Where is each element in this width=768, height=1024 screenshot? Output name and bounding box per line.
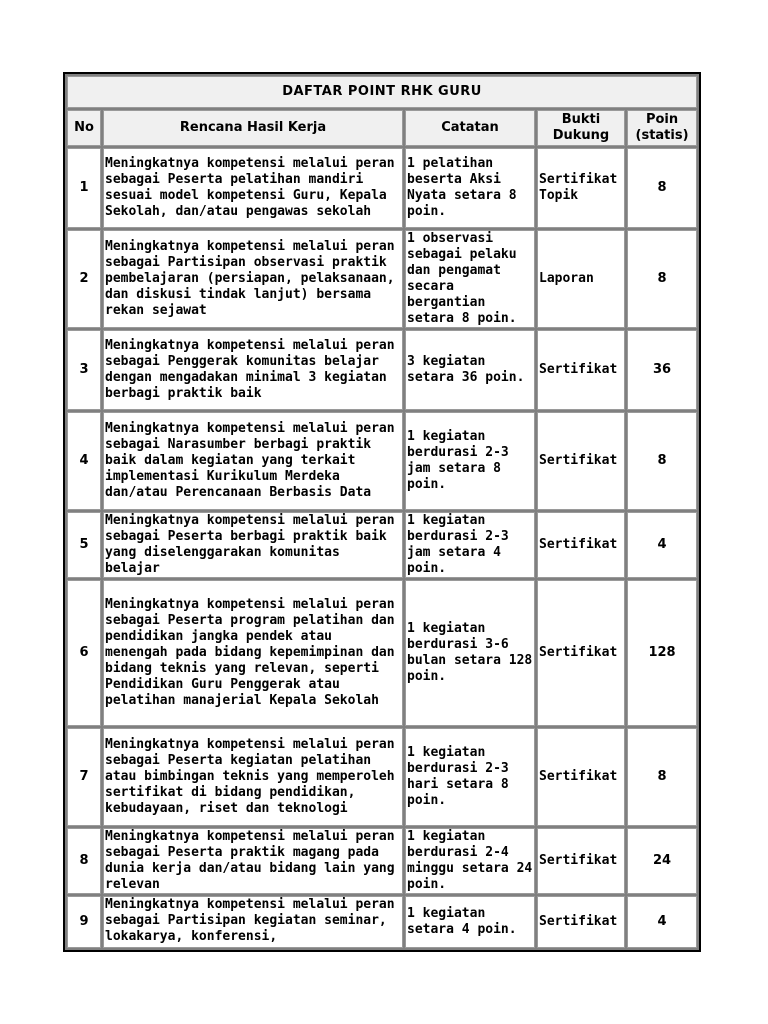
cell-poin: 8 xyxy=(627,230,697,328)
header-bukti-dukung: Bukti Dukung xyxy=(537,110,625,146)
table-row xyxy=(67,728,697,826)
cell-rencana-hasil-kerja: Meningkatnya kompetensi melalui peran sebagai Peserta program pelatihan dan pendidikan jangka pendek atau menengah pada bidang kepemimpinan dan bidang teknis yang relevan, seperti Pendidikan Guru Penggerak atau pelatihan manajerial Kepala Sekolah xyxy=(103,580,403,726)
cell-catatan: 1 kegiatan berdurasi 3-6 bulan setara 128 poin. xyxy=(405,580,535,726)
cell-rencana-hasil-kerja: Meningkatnya kompetensi melalui peran sebagai Narasumber berbagi praktik baik dalam kegiatan yang terkait implementasi Kurikulum Merdeka dan/atau Perencanaan Berbasis Data xyxy=(103,412,403,510)
cell-bukti-dukung: Sertifikat xyxy=(537,828,625,894)
cell-poin: 4 xyxy=(627,896,697,948)
rhk-points-table xyxy=(65,74,699,950)
cell-poin: 4 xyxy=(627,512,697,578)
header-poin: Poin (statis) xyxy=(627,110,697,146)
table-row xyxy=(67,828,697,894)
cell-no: 1 xyxy=(67,148,101,228)
header-no: No xyxy=(67,110,101,146)
header-rencana-hasil-kerja: Rencana Hasil Kerja xyxy=(103,110,403,146)
cell-poin: 8 xyxy=(627,412,697,510)
cell-no: 7 xyxy=(67,728,101,826)
cell-catatan: 1 kegiatan berdurasi 2-3 jam setara 4 poin. xyxy=(405,512,535,578)
cell-catatan: 1 kegiatan berdurasi 2-3 hari setara 8 poin. xyxy=(405,728,535,826)
cell-no: 3 xyxy=(67,330,101,410)
cell-rencana-hasil-kerja: Meningkatnya kompetensi melalui peran sebagai Peserta pelatihan mandiri sesuai model kompetensi Guru, Kepala Sekolah, dan/atau pengawas sekolah xyxy=(103,148,403,228)
cell-no: 8 xyxy=(67,828,101,894)
cell-bukti-dukung: Sertifikat xyxy=(537,512,625,578)
table-row xyxy=(67,512,697,578)
cell-no: 2 xyxy=(67,230,101,328)
cell-catatan: 1 kegiatan setara 4 poin. xyxy=(405,896,535,948)
cell-bukti-dukung: Sertifikat xyxy=(537,412,625,510)
cell-rencana-hasil-kerja: Meningkatnya kompetensi melalui peran sebagai Peserta kegiatan pelatihan atau bimbingan teknis yang memperoleh sertifikat di bidang pendidikan, kebudayaan, riset dan teknologi xyxy=(103,728,403,826)
cell-catatan: 3 kegiatan setara 36 poin. xyxy=(405,330,535,410)
cell-bukti-dukung: Sertifikat xyxy=(537,330,625,410)
cell-rencana-hasil-kerja: Meningkatnya kompetensi melalui peran sebagai Partisipan observasi praktik pembelajaran (persiapan, pelaksanaan, dan diskusi tindak lanjut) bersama rekan sejawat xyxy=(103,230,403,328)
cell-poin: 128 xyxy=(627,580,697,726)
cell-poin: 24 xyxy=(627,828,697,894)
cell-no: 4 xyxy=(67,412,101,510)
cell-catatan: 1 kegiatan berdurasi 2-3 jam setara 8 poin. xyxy=(405,412,535,510)
table-row xyxy=(67,580,697,726)
cell-poin: 8 xyxy=(627,728,697,826)
table-row xyxy=(67,148,697,228)
cell-no: 9 xyxy=(67,896,101,948)
table-row xyxy=(67,230,697,328)
cell-rencana-hasil-kerja: Meningkatnya kompetensi melalui peran sebagai Penggerak komunitas belajar dengan mengadakan minimal 3 kegiatan berbagi praktik baik xyxy=(103,330,403,410)
cell-rencana-hasil-kerja: Meningkatnya kompetensi melalui peran sebagai Peserta praktik magang pada dunia kerja dan/atau bidang lain yang relevan xyxy=(103,828,403,894)
cell-rencana-hasil-kerja: Meningkatnya kompetensi melalui peran sebagai Partisipan kegiatan seminar, lokakarya, konferensi, xyxy=(103,896,403,948)
cell-catatan: 1 kegiatan berdurasi 2-4 minggu setara 24 poin. xyxy=(405,828,535,894)
cell-catatan: 1 observasi sebagai pelaku dan pengamat secara bergantian setara 8 poin. xyxy=(405,230,535,328)
table-title: DAFTAR POINT RHK GURU xyxy=(67,76,697,108)
cell-no: 5 xyxy=(67,512,101,578)
cell-catatan: 1 pelatihan beserta Aksi Nyata setara 8 poin. xyxy=(405,148,535,228)
cell-poin: 36 xyxy=(627,330,697,410)
cell-bukti-dukung: Laporan xyxy=(537,230,625,328)
cell-bukti-dukung: Sertifikat xyxy=(537,728,625,826)
table-row xyxy=(67,412,697,510)
header-catatan: Catatan xyxy=(405,110,535,146)
cell-no: 6 xyxy=(67,580,101,726)
cell-bukti-dukung: Sertifikat xyxy=(537,580,625,726)
cell-bukti-dukung: Sertifikat xyxy=(537,896,625,948)
cell-poin: 8 xyxy=(627,148,697,228)
table-row xyxy=(67,330,697,410)
table-row xyxy=(67,896,697,948)
cell-rencana-hasil-kerja: Meningkatnya kompetensi melalui peran sebagai Peserta berbagi praktik baik yang diselenggarakan komunitas belajar xyxy=(103,512,403,578)
rhk-table-container xyxy=(63,72,701,952)
cell-bukti-dukung: Sertifikat Topik xyxy=(537,148,625,228)
